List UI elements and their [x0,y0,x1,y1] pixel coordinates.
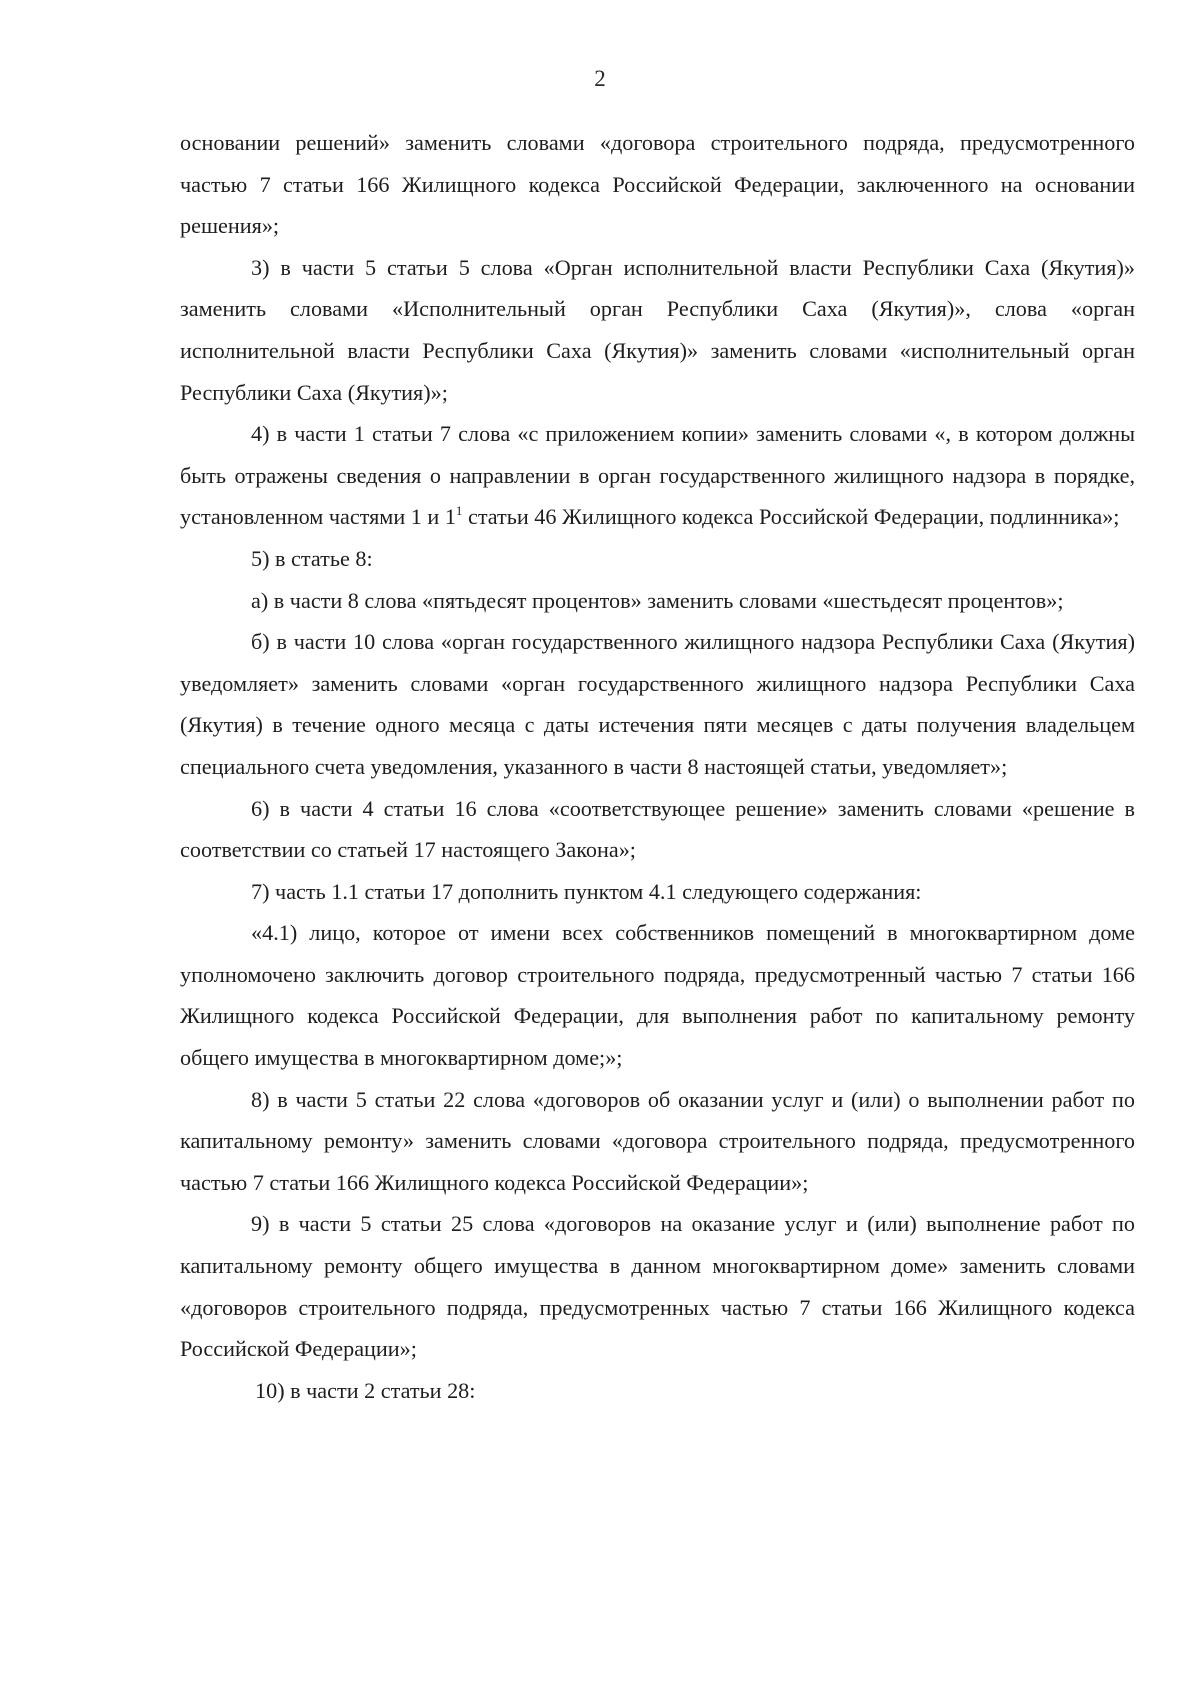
paragraph-item-4-text: 4) в части 1 статьи 7 слова «с приложением копии» заменить словами «, в котором должны быть отражены сведения о направлении в орган государственного жилищного надзора в порядке, установленном частями 1 и 1 [180,421,1135,530]
paragraph-item-5: 5) в статье 8: [251,545,373,571]
paragraph-item-9: 9) в части 5 статьи 25 слова «договоров на оказание услуг и (или) выполнение работ по капитальному ремонту общего имущества в данном многоквартирном доме» заменить словами «договоров строительного подряда, предусмотренных частью 7 статьи 166 Жилищного кодекса Российской Федерации»; [180,1211,1135,1362]
paragraph-item-5b: б) в части 10 слова «орган государственного жилищного надзора Республики Саха (Якутия) уведомляет» заменить словами «орган государственного жилищного надзора Республики Саха (Якутия) в течение одного месяца с даты истечения пяти месяцев с даты получения владельцем специального счета уведомления, указанного в части 8 настоящей статьи, уведомляет»; [180,629,1135,779]
paragraph-continuation: основании решений» заменить словами «договора строительного подряда, предусмотренного частью 7 статьи 166 Жилищного кодекса Российской Федерации, заключенного на основании решения»; [180,130,1135,239]
paragraph-item-7: 7) часть 1.1 статьи 17 дополнить пунктом 4.1 следующего содержания: [251,878,922,904]
paragraph-item-4 [180,413,1135,538]
superscript-1: 1 [455,503,463,519]
page-number: 2 [594,66,606,91]
paragraph-item-8: 8) в части 5 статьи 22 слова «договоров об оказании услуг и (или) о выполнении работ по капитальному ремонту» заменить словами «договора строительного подряда, предусмотренного частью 7 статьи 166 Жилищного кодекса Российской Федерации»; [180,1086,1135,1195]
paragraph-item-3: 3) в части 5 статьи 5 слова «Орган исполнительной власти Республики Саха (Якутия)» заменить словами «Исполнительный орган Республики Саха (Якутия)», слова «орган исполнительной власти Республики Саха (Якутия)» заменить словами «исполнительный орган Республики Саха (Якутия)»; [180,254,1135,405]
paragraph-item-10: 10) в части 2 статьи 28: [255,1377,476,1403]
paragraph-item-7-quote: «4.1) лицо, которое от имени всех собственников помещений в многоквартирном доме уполномочено заключить договор строительного подряда, предусмотренный частью 7 статьи 166 Жилищного кодекса Российской Федерации, для выполнения работ по капитальному ремонту общего имущества в многоквартирном доме;»; [180,920,1135,1071]
document-body [180,122,1135,1411]
paragraph-item-5a: а) в части 8 слова «пятьдесят процентов» заменить словами «шестьдесят процентов»; [251,587,1064,613]
paragraph-item-4-text-end: статьи 46 Жилищного кодекса Российской Федерации, подлинника»; [462,504,1120,530]
paragraph-item-6: 6) в части 4 статьи 16 слова «соответствующее решение» заменить словами «решение в соответствии со статьей 17 настоящего Закона»; [180,795,1135,863]
